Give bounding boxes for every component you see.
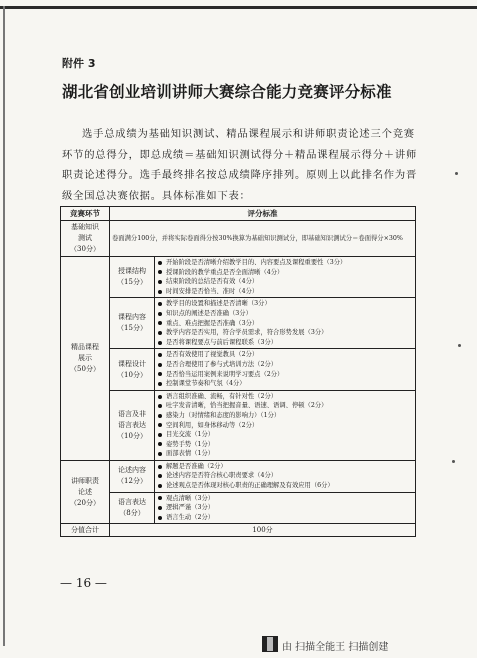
criteria-text: 控制课堂节奏和气氛（4分） — [166, 380, 246, 388]
bullet-icon — [158, 395, 162, 399]
qr-code-icon — [262, 636, 278, 652]
subsection-name — [110, 460, 155, 492]
criteria-text: 时间安排是否恰当、准时（4分） — [166, 287, 259, 295]
stage-course-line3: （50分） — [70, 364, 100, 373]
criteria-text: 面部表情（1分） — [166, 450, 215, 458]
subsection-name-line: （10分） — [117, 431, 147, 440]
subsection-name-line: 课程设计 — [118, 359, 146, 368]
stage-basic — [61, 221, 110, 257]
criteria-text: 是否将课程要点与前后课程联系（3分） — [166, 338, 278, 346]
criteria-item — [157, 338, 413, 348]
row-course-3 — [61, 390, 416, 460]
criteria-item — [157, 299, 413, 309]
criteria-text: 语言生动（2分） — [166, 513, 215, 521]
criteria-item — [157, 421, 413, 431]
criteria-text: 姿势手势（1分） — [166, 440, 215, 448]
criteria-text: 目光交流（1分） — [166, 431, 215, 439]
bullet-icon — [158, 331, 162, 335]
attachment-label: 附件 3 — [62, 57, 96, 70]
left-border — [3, 6, 5, 646]
row-basic — [61, 221, 416, 257]
row-course-1 — [61, 298, 416, 349]
criteria-text: 观点清晰（3分） — [166, 494, 215, 502]
criteria-list — [155, 257, 416, 298]
scanner-watermark: 由 扫描全能王 扫描创建 — [282, 642, 389, 653]
bullet-icon — [158, 414, 162, 418]
criteria-text: 知识点的阐述是否准确（3分） — [166, 309, 252, 317]
total-value: 100分 — [110, 524, 416, 537]
criteria-text: 吐字发音清晰，恰当把握音量、语速、语调、停顿（2分） — [166, 402, 328, 410]
stage-course-line2: 展示 — [78, 353, 92, 362]
criteria-item — [157, 481, 413, 491]
bullet-icon — [158, 506, 162, 510]
criteria-item — [157, 319, 413, 329]
criteria-list — [155, 298, 416, 349]
stage-course — [61, 257, 110, 461]
bullet-icon — [158, 423, 162, 427]
subsection-name-line: 语言表达 — [118, 498, 146, 507]
criteria-text: 教学目的设置和描述是否清晰（3分） — [166, 300, 271, 308]
criteria-list — [155, 349, 416, 390]
criteria-item — [157, 503, 413, 513]
criteria-text: 感染力（对情绪和态度的影响力）（1分） — [166, 411, 281, 419]
subsection-name-line: （15分） — [117, 278, 147, 287]
criteria-text: 空间利用，如身体移动等（2分） — [166, 421, 259, 429]
top-border — [0, 6, 477, 9]
criteria-text: 语言组织准确、流畅，有针对性（2分） — [166, 392, 278, 400]
criteria-item — [157, 277, 413, 287]
criteria-list — [155, 492, 416, 524]
row-duty-0 — [61, 460, 416, 492]
bullet-icon — [158, 290, 162, 294]
criteria-item — [157, 411, 413, 421]
stage-basic-line1: 基础知识 — [71, 223, 99, 231]
subsection-name — [110, 492, 155, 524]
criteria-item — [157, 430, 413, 440]
subsection-name-line: （8分） — [119, 509, 145, 518]
stage-basic-line2: 测试 — [78, 234, 92, 242]
row-course-0 — [61, 257, 416, 298]
scan-speck — [452, 460, 455, 463]
criteria-item — [157, 449, 413, 459]
criteria-text: 是否合理使用了参与式培训方法（2分） — [166, 360, 278, 368]
row-total — [61, 524, 416, 537]
subsection-name-line: 论述内容 — [118, 466, 146, 475]
criteria-item — [157, 392, 413, 402]
bullet-icon — [158, 433, 162, 437]
scan-speck — [458, 344, 461, 347]
subsection-name-line: （15分） — [117, 324, 147, 333]
bullet-icon — [158, 363, 162, 367]
stage-duty-line1: 讲师职责 — [71, 476, 99, 485]
total-label: 分值合计 — [61, 524, 110, 537]
bullet-icon — [158, 341, 162, 345]
criteria-list — [155, 460, 416, 492]
bullet-icon — [158, 372, 162, 376]
criteria-text: 逻辑严谨（3分） — [166, 504, 215, 512]
criteria-text: 论述内容是否符合核心职责要求（4分） — [166, 472, 278, 480]
bullet-icon — [158, 404, 162, 408]
col-header-standard: 评分标准 — [110, 207, 416, 221]
criteria-item — [157, 258, 413, 268]
criteria-text: 授课阶段的教学重点是否全面清晰（4分） — [166, 268, 284, 276]
criteria-item — [157, 401, 413, 411]
criteria-item — [157, 328, 413, 338]
criteria-text: 教学内容是否实用，符合学员需求，符合形势发展（3分） — [166, 329, 328, 337]
bullet-icon — [158, 302, 162, 306]
criteria-item — [157, 350, 413, 360]
bullet-icon — [158, 353, 162, 357]
stage-basic-line3: （30分） — [70, 245, 100, 253]
page-number: — 16 — — [60, 576, 107, 590]
bullet-icon — [158, 496, 162, 500]
bullet-icon — [158, 484, 162, 488]
bullet-icon — [158, 312, 162, 316]
criteria-item — [157, 370, 413, 380]
scoring-table — [60, 206, 416, 537]
subsection-name-line: 授课结构 — [118, 267, 146, 276]
criteria-item — [157, 287, 413, 297]
criteria-item — [157, 471, 413, 481]
criteria-text: 重点、难点把握是否准确（3分） — [166, 319, 259, 327]
criteria-item — [157, 462, 413, 472]
criteria-text: 结束阶段的总结是否有效（4分） — [166, 278, 259, 286]
bullet-icon — [158, 261, 162, 265]
criteria-text: 开始阶段是否清晰介绍教学目的、内容要点及课程重要性（3分） — [166, 259, 347, 266]
bullet-icon — [158, 270, 162, 274]
criteria-item — [157, 268, 413, 278]
subsection-name — [110, 298, 155, 349]
subsection-name-line: （12分） — [117, 477, 147, 486]
bullet-icon — [158, 321, 162, 325]
stage-duty-line3: （20分） — [70, 498, 100, 507]
subsection-name — [110, 349, 155, 390]
standard-basic: 卷面满分100分，并将实际卷面得分按30%换算为基础知识测试分，即基础知识测试分＝卷面得分×30% — [110, 221, 416, 257]
stage-duty — [61, 460, 110, 524]
criteria-text: 是否有效使用了视觉教具（2分） — [166, 351, 259, 359]
subsection-name-line: 语言表达 — [118, 420, 146, 429]
scan-speck — [455, 172, 458, 175]
criteria-item — [157, 309, 413, 319]
row-course-2 — [61, 349, 416, 390]
bullet-icon — [158, 474, 162, 478]
row-duty-1 — [61, 492, 416, 524]
stage-duty-line2: 论述 — [78, 487, 92, 496]
intro-paragraph: 选手总成绩为基础知识测试、精品课程展示和讲师职责论述三个竞赛环节的总得分，即总成绩＝基础知识测试得分＋精品课程展示得分＋讲师职责论述得分。选手最终排名按总成绩降序排列。原则上以此排名作为晋级全国总决赛依据。具体标准如下表： — [62, 128, 418, 202]
bullet-icon — [158, 382, 162, 386]
criteria-text: 是否恰当运用案例来说明学习要点（2分） — [166, 370, 284, 378]
bullet-icon — [158, 452, 162, 456]
page-title: 湖北省创业培训讲师大赛综合能力竞赛评分标准 — [62, 83, 392, 101]
subsection-name — [110, 390, 155, 460]
criteria-item — [157, 513, 413, 523]
stage-course-line1: 精品课程 — [71, 342, 99, 351]
col-header-stage: 竞赛环节 — [61, 207, 110, 221]
subsection-name — [110, 257, 155, 298]
subsection-name-line: 课程内容 — [118, 313, 146, 322]
bullet-icon — [158, 442, 162, 446]
subsection-name-line: 语言及非 — [118, 409, 146, 418]
bullet-icon — [158, 465, 162, 469]
criteria-item — [157, 360, 413, 370]
criteria-text: 解题是否准确（2分） — [166, 462, 227, 470]
criteria-list — [155, 390, 416, 460]
criteria-text: 论述观点是否体现对核心职责的正确理解及有效应用（6分） — [166, 482, 334, 490]
subsection-name-line: （10分） — [117, 370, 147, 379]
criteria-item — [157, 494, 413, 504]
bullet-icon — [158, 516, 162, 520]
criteria-item — [157, 440, 413, 450]
criteria-item — [157, 379, 413, 389]
bullet-icon — [158, 280, 162, 284]
